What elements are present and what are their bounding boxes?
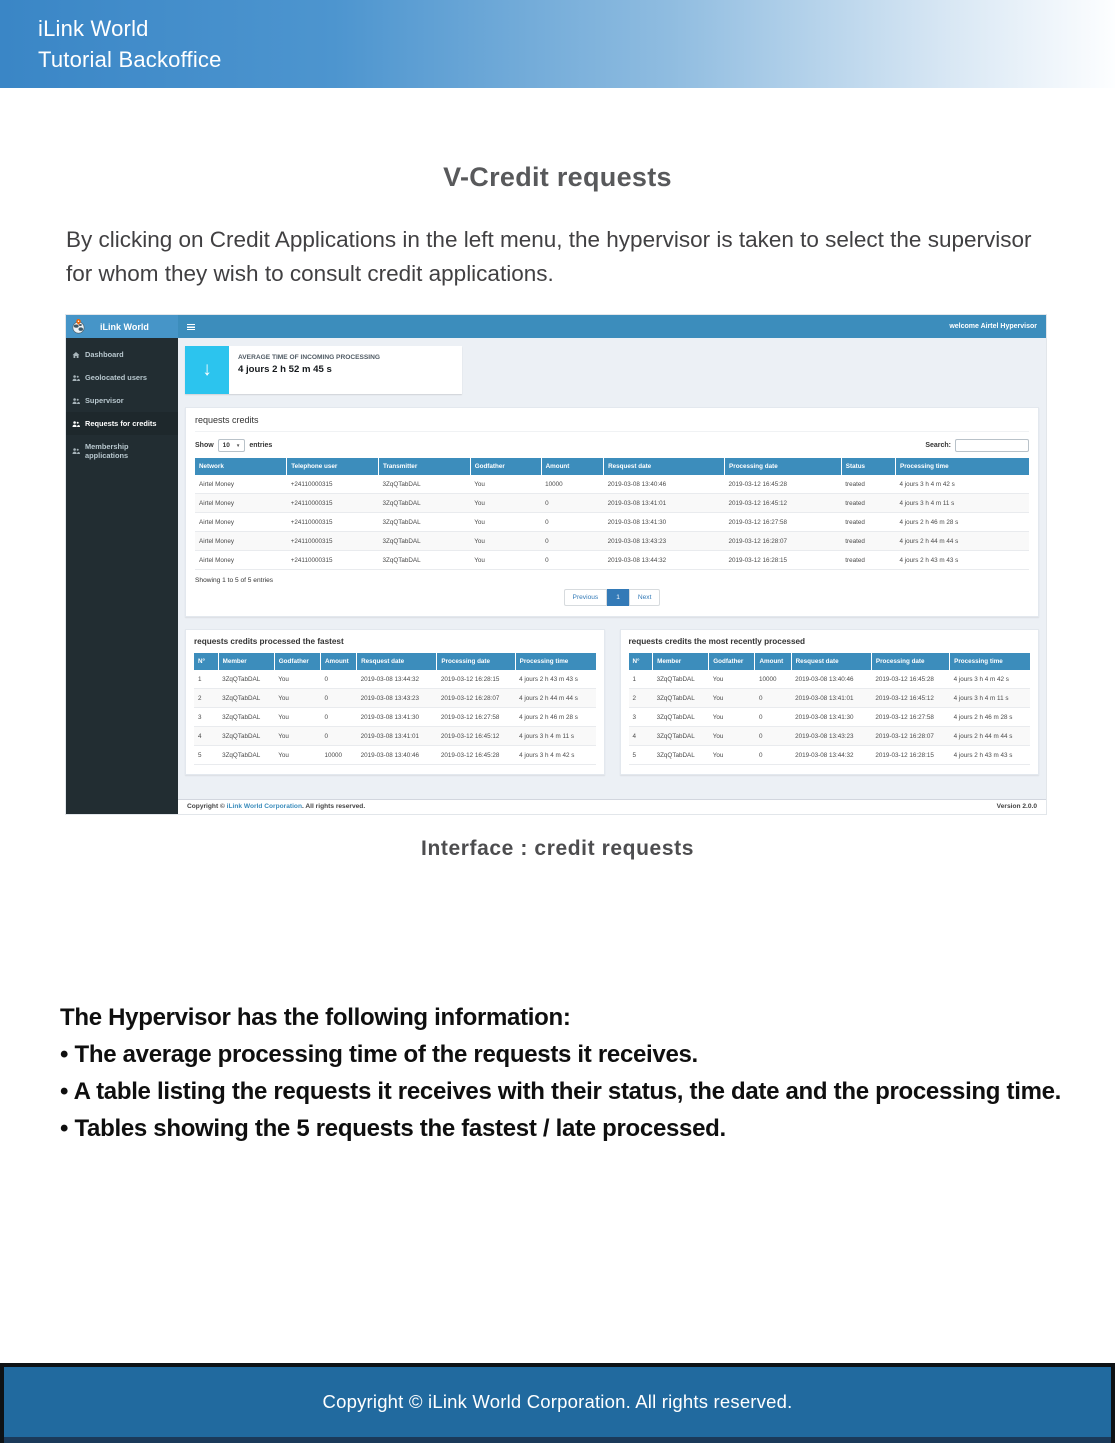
table-cell: 0 (541, 551, 604, 570)
sidebar-item-dashboard[interactable] (66, 343, 178, 366)
panel-title: requests credits processed the fastest (194, 637, 344, 646)
table-cell: +24110000315 (287, 551, 379, 570)
column-header[interactable]: Member (653, 653, 709, 670)
table-cell: 3ZqQTabDAL (653, 708, 709, 727)
table-cell: 2019-03-12 16:45:28 (725, 475, 842, 494)
table-row (629, 670, 1031, 689)
table-cell: 2019-03-08 13:40:46 (791, 670, 871, 689)
table-cell: +24110000315 (287, 532, 379, 551)
table-row (195, 551, 1029, 570)
table-cell: 2019-03-08 13:44:32 (791, 746, 871, 765)
table-cell: treated (841, 551, 895, 570)
footer-copyright-text: Copyright © iLink World Corporation. All rights reserved. (322, 1391, 793, 1412)
info-heading: The Hypervisor has the following information: (60, 1004, 571, 1031)
table-row (629, 689, 1031, 708)
table-cell: 4 jours 3 h 4 m 11 s (950, 689, 1030, 708)
table-cell: 3ZqQTabDAL (218, 670, 274, 689)
table-cell: 2019-03-12 16:45:28 (437, 746, 515, 765)
table-cell: 10000 (541, 475, 604, 494)
table-row (194, 708, 596, 727)
table-cell: treated (841, 475, 895, 494)
table-cell: You (274, 727, 320, 746)
banner-title: iLink World (38, 16, 149, 41)
table-cell: 3ZqQTabDAL (653, 727, 709, 746)
stat-label: AVERAGE TIME OF INCOMING PROCESSING (238, 354, 381, 361)
table-cell: 4 jours 2 h 46 m 28 s (950, 708, 1030, 727)
intro-paragraph: By clicking on Credit Applications in the left menu, the hypervisor is taken to select the supervisor for whom they wish to consult credit applications. (66, 227, 1032, 286)
table-cell: 3ZqQTabDAL (218, 727, 274, 746)
table-cell: Airtel Money (195, 475, 287, 494)
recent-requests-panel (620, 629, 1040, 775)
page-footer (0, 1363, 1115, 1443)
table-cell: You (274, 746, 320, 765)
table-cell: 2019-03-12 16:28:07 (871, 727, 949, 746)
column-header[interactable]: Amount (320, 653, 356, 670)
table-cell: 2019-03-12 16:45:12 (725, 494, 842, 513)
info-bullet: • A table listing the requests it receives with their status, the date and the processing time. (60, 1078, 1062, 1105)
column-header[interactable]: Resquest date (357, 653, 437, 670)
table-cell: 4 jours 3 h 4 m 11 s (515, 727, 595, 746)
table-cell: 4 jours 3 h 4 m 11 s (896, 494, 1030, 513)
table-cell: 4 jours 2 h 43 m 43 s (896, 551, 1030, 570)
stat-value: 4 jours 2 h 52 m 45 s (238, 364, 332, 375)
globe-pin-icon (71, 319, 86, 334)
table-cell: 2019-03-12 16:45:28 (871, 670, 949, 689)
table-cell: 4 jours 3 h 4 m 42 s (515, 746, 595, 765)
requests-credits-panel (185, 407, 1039, 617)
column-header[interactable]: Resquest date (604, 458, 725, 475)
table-row (194, 689, 596, 708)
table-cell: 2019-03-08 13:43:23 (357, 689, 437, 708)
app-copyright-prefix: Copyright © (187, 803, 227, 810)
panel-title: requests credits (195, 415, 1029, 432)
sidebar-item-label: Dashboard (85, 350, 124, 359)
table-cell: 3ZqQTabDAL (378, 475, 470, 494)
welcome-user-text[interactable]: welcome Airtel Hypervisor (949, 323, 1037, 330)
table-cell: 10000 (755, 670, 791, 689)
table-cell: 4 jours 3 h 4 m 42 s (950, 670, 1030, 689)
sidebar-item-label: Geolocated users (85, 373, 148, 382)
table-cell: You (470, 494, 541, 513)
previous-page-button[interactable]: Previous (564, 589, 608, 606)
page-title: V-Credit requests (443, 162, 672, 192)
sidebar-item-supervisor[interactable] (66, 389, 178, 412)
table-cell: You (470, 475, 541, 494)
table-row (194, 727, 596, 746)
app-brand-name: iLink World (100, 321, 149, 332)
column-header[interactable]: Member (218, 653, 274, 670)
average-time-stat-card (185, 346, 462, 394)
sidebar-item-label: Requests for credits (85, 419, 157, 428)
table-cell: 5 (194, 746, 218, 765)
sidebar-item-label: Supervisor (85, 396, 124, 405)
table-cell: You (709, 708, 755, 727)
table-row (194, 670, 596, 689)
table-cell: 2019-03-12 16:28:07 (725, 532, 842, 551)
app-content (178, 338, 1046, 815)
column-header[interactable]: Telephone user (287, 458, 379, 475)
fastest-requests-table (194, 653, 596, 765)
table-cell: 3ZqQTabDAL (378, 494, 470, 513)
version-text: Version 2.0.0 (996, 803, 1037, 810)
table-cell: Airtel Money (195, 513, 287, 532)
table-cell: 0 (755, 746, 791, 765)
table-row (195, 513, 1029, 532)
table-cell: 2019-03-08 13:44:32 (604, 551, 725, 570)
pagination (195, 589, 1029, 606)
table-header-row (195, 458, 1029, 475)
column-header[interactable]: Godfather (470, 458, 541, 475)
info-bullet: • The average processing time of the requests it receives. (60, 1041, 698, 1068)
table-row (195, 475, 1029, 494)
table-cell: 0 (755, 708, 791, 727)
table-cell: 2019-03-12 16:27:58 (725, 513, 842, 532)
table-row (195, 494, 1029, 513)
next-page-button[interactable]: Next (629, 589, 661, 606)
showing-entries-summary: Showing 1 to 5 of 5 entries (195, 577, 274, 584)
table-cell: 2 (629, 689, 653, 708)
hamburger-icon[interactable] (187, 324, 195, 330)
table-cell: 2019-03-08 13:41:01 (357, 727, 437, 746)
table-cell: 3ZqQTabDAL (218, 689, 274, 708)
table-cell: 2019-03-08 13:41:01 (791, 689, 871, 708)
table-cell: 2019-03-08 13:43:23 (791, 727, 871, 746)
table-cell: You (274, 670, 320, 689)
table-cell: 0 (755, 727, 791, 746)
table-cell: 0 (320, 727, 356, 746)
table-cell: Airtel Money (195, 551, 287, 570)
page-length-select[interactable] (218, 439, 246, 452)
table-cell: 4 jours 2 h 44 m 44 s (515, 689, 595, 708)
table-cell: +24110000315 (287, 494, 379, 513)
info-block (60, 999, 1075, 1147)
figure-caption: Interface : credit requests (421, 837, 694, 860)
table-cell: You (274, 708, 320, 727)
info-bullet: • Tables showing the 5 requests the fastest / late processed. (60, 1115, 726, 1142)
chevron-down-icon: ▼ (235, 443, 241, 448)
column-header[interactable]: Godfather (709, 653, 755, 670)
app-copyright-suffix: . All rights reserved. (302, 803, 366, 810)
table-cell: 2019-03-08 13:43:23 (604, 532, 725, 551)
column-header[interactable]: Processing time (896, 458, 1030, 475)
sidebar-item-geolocated-users[interactable] (66, 366, 178, 389)
table-cell: 2019-03-12 16:28:15 (437, 670, 515, 689)
users-icon (72, 420, 80, 428)
show-label: Show (195, 442, 214, 449)
page-1-button[interactable]: 1 (607, 589, 629, 606)
table-cell: 0 (541, 532, 604, 551)
column-header[interactable]: Processing time (950, 653, 1030, 670)
table-cell: 4 (629, 727, 653, 746)
dashboard-icon (72, 351, 80, 359)
table-cell: 2019-03-08 13:41:30 (791, 708, 871, 727)
table-cell: 4 jours 3 h 4 m 42 s (896, 475, 1030, 494)
table-cell: 4 jours 2 h 43 m 43 s (515, 670, 595, 689)
table-cell: 4 jours 2 h 44 m 44 s (950, 727, 1030, 746)
table-cell: 4 (194, 727, 218, 746)
table-cell: 2019-03-08 13:41:01 (604, 494, 725, 513)
table-cell: You (470, 532, 541, 551)
table-cell: You (709, 727, 755, 746)
table-cell: 5 (629, 746, 653, 765)
table-cell: Airtel Money (195, 532, 287, 551)
table-cell: You (470, 513, 541, 532)
users-icon (72, 397, 80, 405)
table-cell: You (274, 689, 320, 708)
panel-title: requests credits the most recently processed (628, 637, 806, 646)
table-cell: 1 (629, 670, 653, 689)
column-header[interactable]: N° (194, 653, 218, 670)
table-header-row (629, 653, 1031, 670)
table-cell: 2019-03-12 16:27:58 (437, 708, 515, 727)
column-header[interactable]: Resquest date (791, 653, 871, 670)
table-cell: 3ZqQTabDAL (378, 551, 470, 570)
table-cell: +24110000315 (287, 475, 379, 494)
column-header[interactable]: Status (841, 458, 895, 475)
table-cell: 4 jours 2 h 43 m 43 s (950, 746, 1030, 765)
table-cell: 2019-03-12 16:45:12 (871, 689, 949, 708)
table-cell: treated (841, 494, 895, 513)
table-cell: 0 (541, 494, 604, 513)
down-arrow-icon: ↓ (185, 346, 229, 394)
banner-subtitle: Tutorial Backoffice (38, 47, 222, 72)
table-cell: treated (841, 513, 895, 532)
table-cell: 0 (320, 670, 356, 689)
table-cell: 3 (194, 708, 218, 727)
app-logo[interactable] (66, 315, 178, 338)
column-header[interactable]: N° (629, 653, 653, 670)
table-cell: 3ZqQTabDAL (218, 708, 274, 727)
column-header[interactable]: Godfather (274, 653, 320, 670)
table-row (195, 532, 1029, 551)
table-cell: 2019-03-08 13:40:46 (357, 746, 437, 765)
entries-label: entries (249, 442, 273, 449)
table-cell: 2 (194, 689, 218, 708)
table-cell: 4 jours 2 h 46 m 28 s (896, 513, 1030, 532)
table-cell: 3ZqQTabDAL (653, 689, 709, 708)
table-cell: You (709, 670, 755, 689)
users-icon (72, 374, 80, 382)
table-cell: 2019-03-12 16:27:58 (871, 708, 949, 727)
search-input[interactable] (955, 439, 1029, 452)
table-cell: 0 (320, 708, 356, 727)
table-cell: 4 jours 2 h 44 m 44 s (896, 532, 1030, 551)
table-cell: 3ZqQTabDAL (653, 746, 709, 765)
column-header[interactable]: Processing date (871, 653, 949, 670)
table-cell: 4 jours 2 h 46 m 28 s (515, 708, 595, 727)
users-icon (72, 447, 80, 455)
page-length-value: 10 (222, 442, 230, 449)
table-cell: treated (841, 532, 895, 551)
sidebar-item-label: Membership applications (85, 442, 129, 460)
column-header[interactable]: Amount (541, 458, 604, 475)
column-header[interactable]: Processing date (437, 653, 515, 670)
table-cell: Airtel Money (195, 494, 287, 513)
column-header[interactable]: Processing date (725, 458, 842, 475)
table-cell: 3ZqQTabDAL (653, 670, 709, 689)
app-footer (178, 799, 1046, 814)
table-row (629, 727, 1031, 746)
table-cell: 0 (541, 513, 604, 532)
table-cell: 1 (194, 670, 218, 689)
table-cell: +24110000315 (287, 513, 379, 532)
table-row (629, 708, 1031, 727)
table-cell: 2019-03-12 16:28:07 (437, 689, 515, 708)
recent-requests-table (629, 653, 1031, 765)
table-cell: You (470, 551, 541, 570)
search-label: Search: (925, 442, 951, 449)
table-cell: 3 (629, 708, 653, 727)
table-cell: You (709, 746, 755, 765)
table-row (629, 746, 1031, 765)
table-cell: 2019-03-08 13:40:46 (604, 475, 725, 494)
table-cell: 10000 (320, 746, 356, 765)
table-cell: 2019-03-12 16:28:15 (871, 746, 949, 765)
table-cell: 2019-03-08 13:41:30 (604, 513, 725, 532)
table-header-row (194, 653, 596, 670)
requests-table (195, 458, 1029, 570)
column-header[interactable]: Processing time (515, 653, 595, 670)
table-cell: 2019-03-08 13:44:32 (357, 670, 437, 689)
table-cell: 3ZqQTabDAL (218, 746, 274, 765)
sidebar-item-membership-applications[interactable] (66, 435, 178, 467)
table-cell: 3ZqQTabDAL (378, 532, 470, 551)
table-row (194, 746, 596, 765)
corporation-link[interactable]: iLink World Corporation (226, 803, 302, 810)
table-cell: You (709, 689, 755, 708)
sidebar-item-requests-for-credits[interactable] (66, 412, 178, 435)
table-cell: 2019-03-08 13:41:30 (357, 708, 437, 727)
column-header[interactable]: Transmitter (378, 458, 470, 475)
app-screenshot (65, 314, 1047, 815)
page-banner (0, 0, 1115, 88)
table-cell: 0 (755, 689, 791, 708)
app-sidebar (66, 338, 178, 815)
column-header[interactable]: Amount (755, 653, 791, 670)
table-cell: 2019-03-12 16:45:12 (437, 727, 515, 746)
app-navbar (66, 315, 1046, 338)
column-header[interactable]: Network (195, 458, 287, 475)
table-cell: 0 (320, 689, 356, 708)
fastest-requests-panel (185, 629, 605, 775)
table-cell: 3ZqQTabDAL (378, 513, 470, 532)
table-cell: 2019-03-12 16:28:15 (725, 551, 842, 570)
